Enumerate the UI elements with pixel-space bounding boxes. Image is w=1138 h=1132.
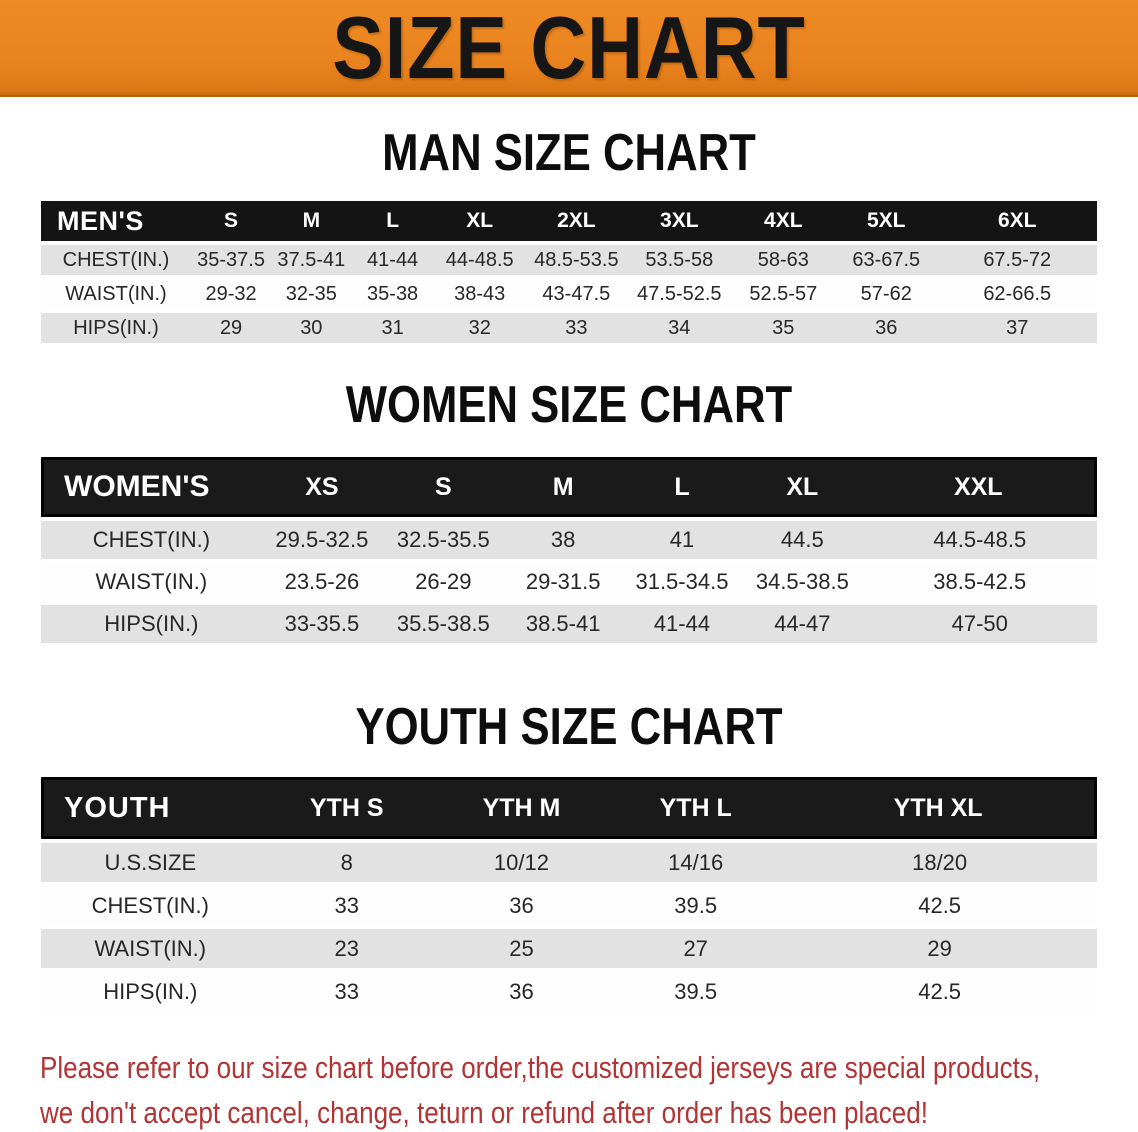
disclaimer-line-1: Please refer to our size chart before order,the customized jerseys are special products,	[40, 1050, 1041, 1085]
table-cell: 38.5-41	[505, 605, 622, 643]
table-cell: 18/20	[782, 843, 1097, 882]
men-section-heading: MAN SIZE CHART	[382, 124, 756, 182]
table-cell: 29	[191, 313, 271, 343]
table-row	[41, 279, 1097, 309]
table-row	[41, 563, 1097, 601]
column-header: XL	[434, 201, 526, 241]
table-cell: 27	[609, 929, 782, 968]
table-cell: 34	[627, 313, 732, 343]
table-cell: 39.5	[609, 972, 782, 1011]
table-cell: 33	[260, 972, 434, 1011]
column-header: S	[191, 201, 271, 241]
column-header: YTH XL	[782, 777, 1097, 839]
column-header: L	[622, 457, 742, 517]
table-cell: 25	[434, 929, 609, 968]
table-cell: 30	[271, 313, 351, 343]
table-cell: 37	[937, 313, 1097, 343]
table-cell: 29	[782, 929, 1097, 968]
table-header-row	[41, 201, 1097, 241]
table-cell: 53.5-58	[627, 245, 732, 275]
table-cell: 31	[351, 313, 433, 343]
table-cell: 34.5-38.5	[742, 563, 862, 601]
table-cell: 10/12	[434, 843, 609, 882]
column-header: M	[505, 457, 622, 517]
table-row	[41, 521, 1097, 559]
table-cell: 36	[835, 313, 937, 343]
column-header: YTH L	[609, 777, 782, 839]
column-header: YTH M	[434, 777, 609, 839]
table-row	[41, 972, 1097, 1011]
table-cell: 33-35.5	[262, 605, 382, 643]
table-cell: 47-50	[863, 605, 1097, 643]
table-cell: 58-63	[732, 245, 835, 275]
column-header: 2XL	[526, 201, 627, 241]
table-cell: 29-32	[191, 279, 271, 309]
table-row	[41, 886, 1097, 925]
table-cell: 23.5-26	[262, 563, 382, 601]
row-label: CHEST(IN.)	[41, 886, 260, 925]
row-label: CHEST(IN.)	[41, 521, 262, 559]
table-row	[41, 605, 1097, 643]
table-cell: 67.5-72	[937, 245, 1097, 275]
table-cell: 35.5-38.5	[382, 605, 504, 643]
column-header: YTH S	[260, 777, 434, 839]
table-cell: 39.5	[609, 886, 782, 925]
banner	[0, 0, 1138, 97]
table-cell: 26-29	[382, 563, 504, 601]
table-row	[41, 313, 1097, 343]
column-header: L	[351, 201, 433, 241]
column-header: 3XL	[627, 201, 732, 241]
table-row	[41, 245, 1097, 275]
men-size-table	[41, 197, 1097, 347]
table-cell: 41	[622, 521, 742, 559]
row-label: WAIST(IN.)	[41, 279, 191, 309]
table-cell: 32.5-35.5	[382, 521, 504, 559]
table-cell: 41-44	[622, 605, 742, 643]
table-cell: 36	[434, 886, 609, 925]
row-label: WAIST(IN.)	[41, 563, 262, 601]
table-cell: 35-38	[351, 279, 433, 309]
youth-section-heading: YOUTH SIZE CHART	[355, 698, 783, 756]
table-cell: 57-62	[835, 279, 937, 309]
column-header: 4XL	[732, 201, 835, 241]
table-cell: 29-31.5	[505, 563, 622, 601]
column-header: XL	[742, 457, 862, 517]
disclaimer-line-2: we don't accept cancel, change, teturn or refund after order has been placed!	[40, 1095, 929, 1130]
column-header: 5XL	[835, 201, 937, 241]
table-cell: 32	[434, 313, 526, 343]
table-cell: 31.5-34.5	[622, 563, 742, 601]
table-cell: 29.5-32.5	[262, 521, 382, 559]
table-cell: 35	[732, 313, 835, 343]
table-row	[41, 929, 1097, 968]
table-cell: 38.5-42.5	[863, 563, 1097, 601]
table-header-row	[41, 777, 1097, 839]
table-cell: 37.5-41	[271, 245, 351, 275]
table-group-label: WOMEN'S	[41, 457, 262, 517]
women-section-heading: WOMEN SIZE CHART	[345, 376, 793, 434]
table-cell: 63-67.5	[835, 245, 937, 275]
row-label: WAIST(IN.)	[41, 929, 260, 968]
youth-size-table	[41, 773, 1097, 1015]
table-cell: 14/16	[609, 843, 782, 882]
column-header: XXL	[863, 457, 1097, 517]
banner-title: SIZE CHART	[332, 0, 806, 97]
column-header: 6XL	[937, 201, 1097, 241]
women-section	[0, 375, 1138, 647]
table-cell: 52.5-57	[732, 279, 835, 309]
column-header: XS	[262, 457, 382, 517]
men-section	[0, 123, 1138, 347]
table-cell: 42.5	[782, 972, 1097, 1011]
column-header: S	[382, 457, 504, 517]
row-label: CHEST(IN.)	[41, 245, 191, 275]
table-cell: 32-35	[271, 279, 351, 309]
table-cell: 35-37.5	[191, 245, 271, 275]
youth-section	[0, 697, 1138, 1015]
table-cell: 42.5	[782, 886, 1097, 925]
table-cell: 48.5-53.5	[526, 245, 627, 275]
row-label: HIPS(IN.)	[41, 605, 262, 643]
table-cell: 38	[505, 521, 622, 559]
table-cell: 41-44	[351, 245, 433, 275]
row-label: HIPS(IN.)	[41, 313, 191, 343]
table-cell: 44-48.5	[434, 245, 526, 275]
table-cell: 23	[260, 929, 434, 968]
table-cell: 33	[260, 886, 434, 925]
column-header: M	[271, 201, 351, 241]
table-cell: 8	[260, 843, 434, 882]
table-cell: 47.5-52.5	[627, 279, 732, 309]
table-cell: 33	[526, 313, 627, 343]
row-label: HIPS(IN.)	[41, 972, 260, 1011]
women-size-table	[41, 453, 1097, 647]
table-cell: 44.5-48.5	[863, 521, 1097, 559]
table-header-row	[41, 457, 1097, 517]
table-cell: 43-47.5	[526, 279, 627, 309]
row-label: U.S.SIZE	[41, 843, 260, 882]
table-row	[41, 843, 1097, 882]
table-group-label: MEN'S	[41, 201, 191, 241]
table-cell: 62-66.5	[937, 279, 1097, 309]
table-cell: 38-43	[434, 279, 526, 309]
disclaimer	[40, 1045, 1138, 1132]
table-cell: 44-47	[742, 605, 862, 643]
table-group-label: YOUTH	[41, 777, 260, 839]
table-cell: 44.5	[742, 521, 862, 559]
table-cell: 36	[434, 972, 609, 1011]
